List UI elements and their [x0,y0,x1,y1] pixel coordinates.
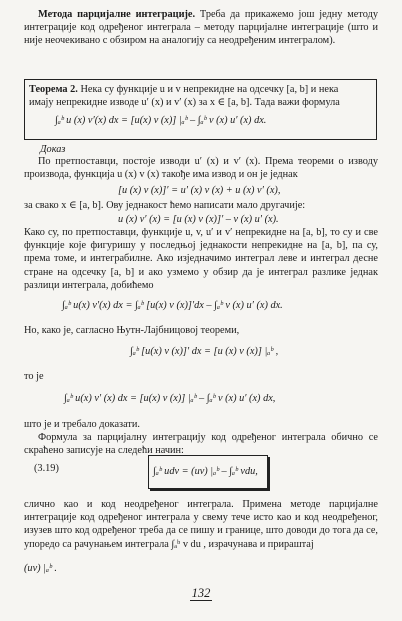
proof-paragraph-3: Како су, по претпоставци, функције u, v, u′ и v′ непрекидне на [a, b], то су и све функције које фигуришу у последњој једнакости непрекидне на [a, b], па су, према томе, и интеграбилне. Ако изједначимо интеграл лeве и интеграл десне стране на одсечку [a, b] и ако узмемо у обзир да је интеграл разлике једнак разлици интеграла, добићемо [24,227,378,291]
equation-label: (3.19) [34,463,59,474]
intro-text: Треба да прикажемо још једну методу интеграције код одређеног интеграла – методу парцијалне интеграције (што и није неочекивано с обзиром на аналогију са неодређеним интегралом). [24,9,378,47]
theorem-text-1: Нека су функције u и v непрекидне на одсечку [a, b] и нека [80,84,339,95]
proof-paragraph-6: што је и требало доказати. [24,419,140,430]
closing-paragraph: слично као и код неодређеног интеграла. Примена методе парцијалне интеграције код одређеног интеграла у свему тече исто као и код неодређеног, изузев што код одређеног треба да се пишу и границе, што доводи до тога да се, упоредо са рачунањем интеграла ∫ₐᵇ v du , израчунава и прираштај [24,499,378,550]
section-heading: Метода парцијалне интеграције. [38,9,196,20]
equation-4: ∫ₐᵇ [u(x) v (x)]′ dx = [u (x) v (x)] |ₐᵇ , [130,346,279,357]
proof-paragraph-4: Но, како је, сагласно Њутн-Лајбницовој теореми, [24,325,240,336]
boxed-formula [148,455,268,489]
equation-3: ∫ₐᵇ u(x) v′(x) dx = ∫ₐᵇ [u(x) v (x)]′dx – ∫ₐᵇ v (x) u′ (x) dx. [62,300,283,311]
equation-1: [u (x) v (x)]′ = u′ (x) v (x) + u (x) v′ (x), [118,185,281,196]
equation-2: u (x) v′ (x) = [u (x) v (x)]′ – v (x) u′ (x). [118,214,279,225]
page-number-text: 132 [191,586,211,600]
theorem-line-2: имају непрекидне изводе u′ (x) и v′ (x) за x ∈ [a, b]. Тада важи формула [29,97,340,108]
formula-paragraph: Формула за парцијалну интеграцију код одређеног интеграла обично се скраћено записује на следећи начин: [24,432,378,457]
theorem-formula: ∫ₐᵇ u (x) v′(x) dx = [u(x) v (x)] |ₐᵇ – ∫ₐᵇ v (x) u′ (x) dx. [55,115,267,126]
proof-label: Доказ [40,144,66,155]
increment-term: (uv) |ₐᵇ . [24,563,57,574]
proof-paragraph-2: за свако x ∈ [a, b]. Ову једнакост ћемо написати мало другачије: [24,200,306,211]
proof-paragraph-5: то је [24,371,44,382]
theorem-label: Теорема 2. [29,84,78,95]
page-number [0,586,402,601]
theorem-box [24,79,377,140]
theorem-line-1 [29,83,374,96]
equation-5: ∫ₐᵇ u(x) v′ (x) dx = [u(x) v (x)] |ₐᵇ – ∫ₐᵇ v (x) u′ (x) dx, [64,393,276,404]
equation-6: ∫ₐᵇ udv = (uv) |ₐᵇ – ∫ₐᵇ vdu, [153,466,258,477]
intro-paragraph [24,8,378,48]
proof-paragraph-1: По претпоставци, постоје изводи u′ (x) и v′ (x). Према теореми о изводу производа, функција u (x) v (x) такође има извод и он је једнак [24,156,378,181]
